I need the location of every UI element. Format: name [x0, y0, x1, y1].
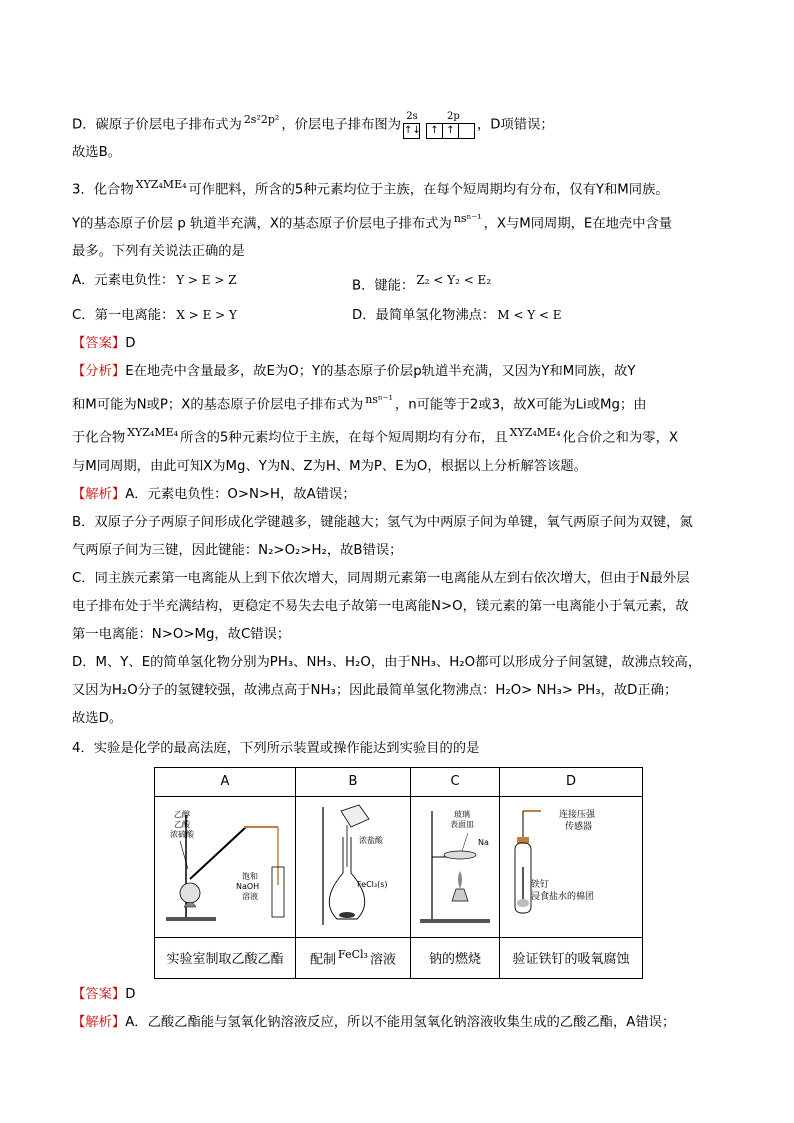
- svg-text:乙醇: 乙醇: [174, 809, 190, 819]
- orbital-2s-box: ↑↓: [404, 125, 421, 137]
- experiment-table: [154, 767, 643, 979]
- explanation-c-1: C．同主族元素第一电离能从上到下依次增大，同周期元素第一电离能从左到右依次增大，但由于N最外层: [72, 570, 690, 586]
- apparatus-c: [411, 796, 500, 937]
- config-formula: 2s²2p²: [243, 113, 280, 126]
- question-4: 4．实验是化学的最高法庭，下列所示装置或操作能达到实验目的的是: [72, 740, 480, 756]
- svg-text:FeCl₃(s): FeCl₃(s): [357, 879, 388, 889]
- svg-text:传感器: 传感器: [565, 821, 593, 832]
- apparatus-b: [296, 796, 411, 937]
- svg-text:连接压强: 连接压强: [559, 809, 596, 820]
- sodium-combustion-icon: [412, 797, 498, 933]
- caption-b: 配制 $^{FeCl_3}$ 溶液: [296, 937, 411, 978]
- svg-text:表面皿: 表面皿: [450, 819, 474, 829]
- esterification-apparatus-icon: [156, 797, 294, 933]
- caption-a: 实验室制取乙酸乙酯: [155, 937, 296, 978]
- svg-text:玻璃: 玻璃: [454, 809, 470, 819]
- question-3-line-1: 3．化合物 $^{XYZ_4ME_4}$ 可作肥料，所含的5种元素均位于主族，在每个短周期均有分布，仅有Y和M同族。: [72, 178, 669, 198]
- orbital-2p-box-1: ↑: [427, 124, 443, 138]
- explanation-a: 【解析】A．元素电负性：O>N>H，故A错误；: [72, 486, 356, 502]
- option-d-explanation: D．碳原子价层电子排布式为 $^{2s^22p^2}$ ，价层电子排布图为 2s 2p ↑↓ ↑ ↑ ，D项错误；: [72, 106, 722, 139]
- options-cd: C．第一电离能： X > E > Y D．最简单氢化物沸点： M < Y < E: [72, 307, 562, 323]
- explanation-d-3: 故选D。: [72, 710, 123, 726]
- caption-d: 验证铁钉的吸氧腐蚀: [500, 937, 643, 978]
- document-page: [72, 92, 722, 1037]
- explanation-b-1: B．双原子分子两原子间形成化学键越多，键能越大；氢气为中两原子间为单键，氧气两原子间为双键，氮: [72, 514, 693, 530]
- svg-text:NaOH: NaOH: [236, 881, 260, 891]
- options-ab: A．元素电负性： Y > E > Z B．键能： Z₂ < Y₂ < E₂: [72, 273, 492, 294]
- apparatus-a: [155, 796, 296, 937]
- analysis-line-4: 与M同周期，由此可知X为Mg、Y为N、Z为H、M为P、E为O，根据以上分析解答该题。: [72, 458, 587, 474]
- explanation-d-2: 又因为H₂O分子的氢键较强，故沸点高于NH₃；因此最简单氢化物沸点：H₂O> NH₃> PH₃，故D正确；: [72, 682, 678, 698]
- col-header-a: A: [155, 767, 296, 796]
- question-3-line-3: 最多。下列有关说法正确的是: [72, 244, 245, 260]
- analysis-line-2: 和M可能为N或P；X的基态原子价层电子排布式为 $^{ns^{n-1}}$ ，n可能等于2或3，故X可能为Li或Mg；由: [72, 392, 647, 413]
- col-header-d: D: [500, 767, 643, 796]
- svg-text:Na: Na: [478, 837, 489, 847]
- explanation-c-3: 第一电离能：N>O>Mg，故C错误；: [72, 626, 291, 642]
- col-header-c: C: [411, 767, 500, 796]
- svg-text:浸食盐水的棉团: 浸食盐水的棉团: [531, 891, 595, 902]
- orbital-2p-box-3: [459, 124, 474, 138]
- conclusion-b: 故选B。: [72, 145, 122, 161]
- svg-text:浓硫酸: 浓硫酸: [170, 829, 194, 839]
- svg-text:溶液: 溶液: [242, 891, 258, 901]
- svg-text:浓盐酸: 浓盐酸: [359, 835, 383, 845]
- analysis-line-1: 【分析】E在地壳中含量最多，故E为O；Y的基态原子价层p轨道半充满，又因为Y和M同族，故Y: [72, 363, 636, 379]
- explanation-4a: 【解析】A．乙酸乙酯能与氢氧化钠溶液反应，所以不能用氢氧化钠溶液收集生成的乙酸乙酯，A错误；: [72, 1014, 676, 1030]
- col-header-b: B: [296, 767, 411, 796]
- volumetric-flask-icon: [297, 797, 409, 933]
- orbital-diagram: 2s 2p ↑↓ ↑ ↑: [403, 111, 475, 139]
- orbital-2p-box-2: ↑: [443, 124, 459, 138]
- analysis-line-3: 于化合物 $^{XYZ_4ME_4}$ 所含的5种元素均位于主族，在每个短周期均有分布，且 $^{XYZ_4ME_4}$ 化合价之和为零，X: [72, 426, 678, 446]
- svg-text:铁钉: 铁钉: [531, 879, 550, 890]
- explanation-d-1: D．M、Y、E的简单氢化物分别为PH₃、NH₃、H₂O，由于NH₃、H₂O都可以形成分子间氢键，故沸点较高，: [72, 654, 702, 670]
- question-3-line-2: Y的基态原子价层 p 轨道半充满，X的基态原子价层电子排布式为 $^{ns^{n-1}}$ ，X与M同周期，E在地壳中含量: [72, 211, 673, 232]
- svg-text:乙酸: 乙酸: [174, 819, 190, 829]
- corrosion-test-icon: [501, 797, 641, 933]
- apparatus-d: [500, 796, 643, 937]
- caption-c: 钠的燃烧: [411, 937, 500, 978]
- svg-text:饱和: 饱和: [242, 871, 258, 881]
- explanation-c-2: 电子排布处于半充满结构，更稳定不易失去电子故第一电离能N>O，镁元素的第一电离能小于氧元素，故: [72, 598, 689, 614]
- answer-3: 【答案】D: [72, 335, 136, 351]
- answer-4: 【答案】D: [72, 986, 136, 1002]
- explanation-b-2: 气两原子间为三键，因此键能：N₂>O₂>H₂，故B错误；: [72, 542, 403, 558]
